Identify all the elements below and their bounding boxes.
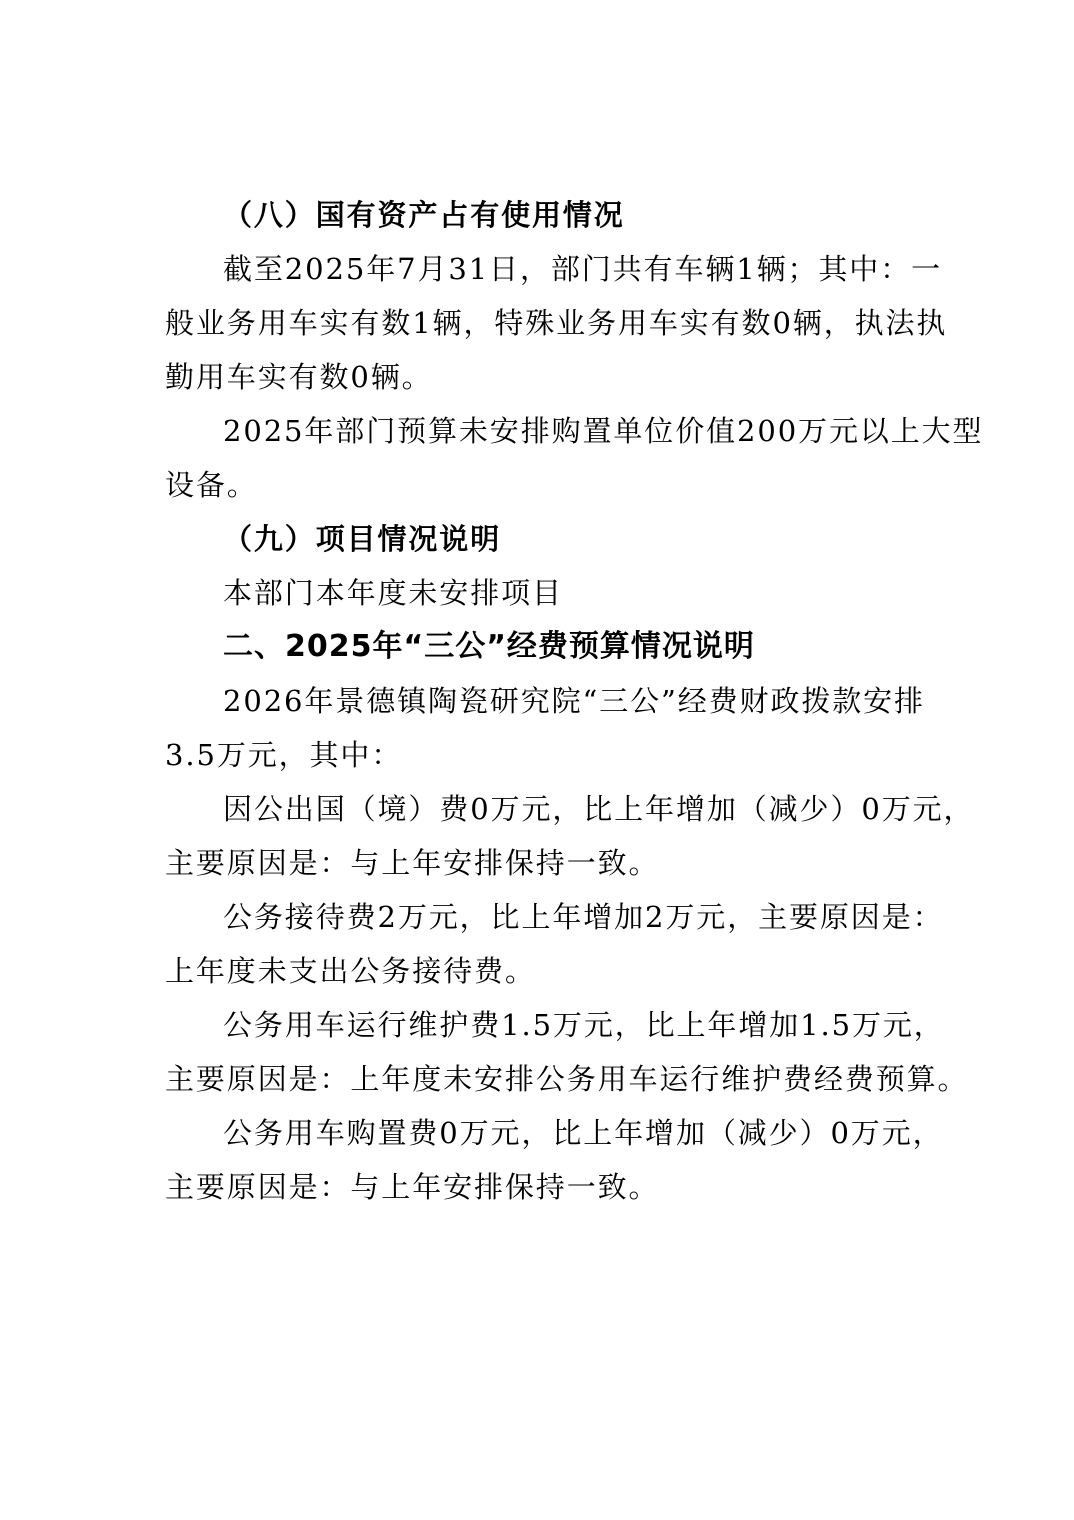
text-line: 3.5万元，其中：	[165, 738, 403, 772]
paragraph-overseas-travel	[165, 782, 975, 890]
text-line: 主要原因是：上年度未安排公务用车运行维护费经费预算。	[165, 1062, 969, 1096]
text-line: 主要原因是：与上年安排保持一致。	[165, 1170, 660, 1204]
paragraph-vehicle-maintenance	[165, 998, 969, 1106]
text-line: 公务用车运行维护费1.5万元，比上年增加1.5万元，	[223, 1008, 945, 1042]
text-line: 般业务用车实有数1辆，特殊业务用车实有数0辆，执法执	[165, 306, 948, 340]
text-line: 主要原因是：与上年安排保持一致。	[165, 846, 660, 880]
document-body	[165, 188, 984, 1214]
text-line: 截至2025年7月31日，部门共有车辆1辆；其中：一	[223, 252, 943, 286]
paragraph-projects: 本部门本年度未安排项目	[223, 576, 563, 610]
text-line: 设备。	[165, 468, 258, 502]
text-line: 公务用车购置费0万元，比上年增加（减少）0万元，	[223, 1116, 944, 1150]
text-line: 2025年部门预算未安排购置单位价值200万元以上大型	[223, 414, 984, 448]
text-line: 公务接待费2万元，比上年增加2万元，主要原因是：	[223, 900, 944, 934]
section-heading-projects: （九）项目情况说明	[223, 522, 502, 556]
text-line: 勤用车实有数0辆。	[165, 360, 433, 394]
paragraph-reception	[165, 890, 944, 998]
part-title-three-public-expenses: 二、2025年“三公”经费预算情况说明	[223, 629, 755, 664]
paragraph-intro	[165, 674, 925, 782]
paragraph-vehicle-purchase	[165, 1106, 944, 1214]
paragraph-equipment	[165, 404, 984, 512]
text-line: 因公出国（境）费0万元，比上年增加（减少）0万元，	[223, 792, 975, 826]
paragraph-vehicles	[165, 242, 948, 404]
text-line: 上年度未支出公务接待费。	[165, 954, 536, 988]
text-line: 2026年景德镇陶瓷研究院“三公”经费财政拨款安排	[223, 684, 925, 718]
section-heading-assets: （八）国有资产占有使用情况	[223, 198, 625, 232]
